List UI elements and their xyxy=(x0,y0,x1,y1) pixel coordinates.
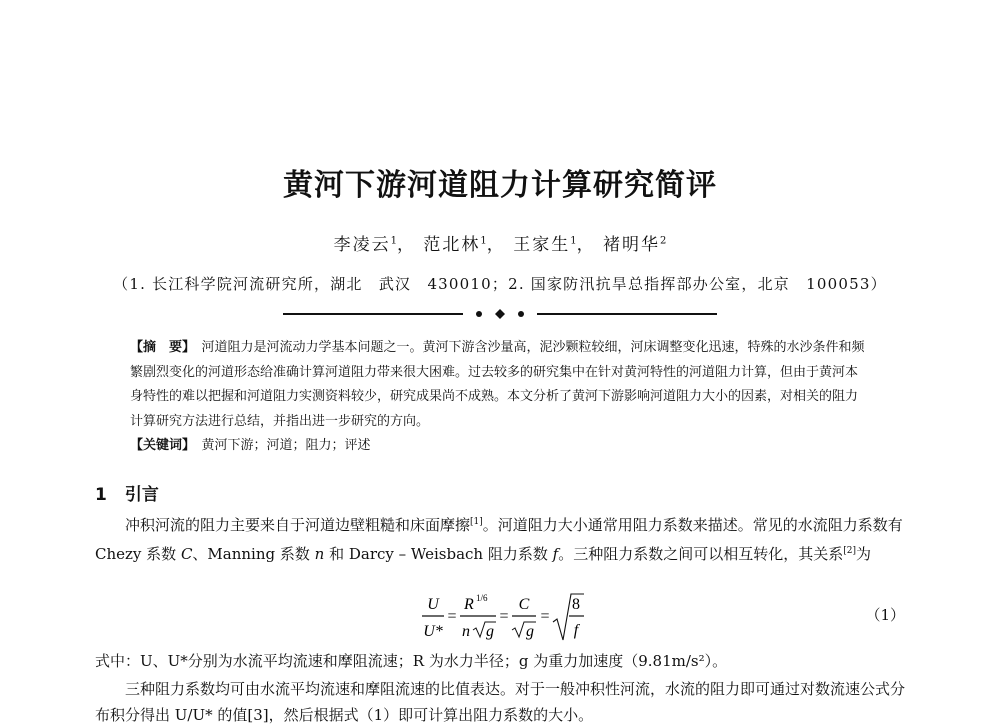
paper-title: 黄河下游河道阻力计算研究简评 xyxy=(283,168,717,203)
author-1: 李凌云$^1$， xyxy=(333,235,417,255)
author-list xyxy=(0,230,1000,255)
eq-Ustar-denominator: U* xyxy=(423,623,443,640)
equation-number: （1） xyxy=(865,606,905,624)
citation-1[interactable]: [1] xyxy=(470,517,483,527)
second-paragraph: 三种阻力系数均可由水流平均流速和摩阻流速的比值表达。对于一般冲积性河流，水流的阻力即可通过对数流速公式分布积分得出 U/U* 的值[3]，然后根据式（1）即可计算出阻力系数的大小。 xyxy=(95,680,906,724)
eq-exponent: 1/6 xyxy=(476,593,488,603)
section-title: 引言 xyxy=(124,485,159,505)
eq-U-numerator: U xyxy=(427,596,439,613)
author-2: 范北林$^1$， xyxy=(423,235,506,255)
eq-equals-1: = xyxy=(447,608,457,625)
eq-R: R xyxy=(464,596,474,613)
eq-equals-3: = xyxy=(540,608,550,625)
equation-explanation: 式中：U、U*分别为水流平均流速和摩阻流速；R 为水力半径；g 为重力加速度（9.81m/s²）。 xyxy=(95,652,728,670)
eq-eight: 8 xyxy=(572,596,580,613)
intro-paragraph: 冲积河流的阻力主要来自于河道边壁粗糙和床面摩擦[1]。河道阻力大小通常用阻力系数来描述。常见的水流阻力系数有 Chezy 系数 C、Manning 系数 n 和 Darcy – Weisbach 阻力系数 f。三种阻力系数之间可以相互转化，其关系[2]为 xyxy=(95,516,903,563)
abstract-text: 河道阻力是河流动力学基本问题之一。黄河下游含沙量高，泥沙颗粒较细，河床调整变化迅速，特殊的水沙条件和频繁剧烈变化的河道形态给准确计算河道阻力带来很大困难。过去较多的研究集中在针对黄河特性的河道阻力计算，但由于黄河本身特性的难以把握和河道阻力实测资料较少，研究成果尚不成熟。本文分析了黄河下游影响河道阻力大小的因素，对相关的阻力计算研究方法进行总结，并指出进一步研究的方向。 xyxy=(130,340,865,429)
keywords-label: 【关键词】 xyxy=(130,438,189,453)
eq-n: n xyxy=(462,623,470,640)
citation-2[interactable]: [2] xyxy=(843,546,856,556)
abstract-block xyxy=(130,336,870,459)
abstract-label: 【摘 要】 xyxy=(130,340,189,355)
eq-equals-2: = xyxy=(499,608,509,625)
section-number: 1 xyxy=(95,485,107,505)
keywords-line xyxy=(130,434,870,459)
eq-f: f xyxy=(573,622,579,639)
eq-g-1: g xyxy=(486,623,494,640)
author-4: 褚明华$^2$ xyxy=(602,235,667,255)
affiliations: （1. 长江科学院河流研究所，湖北 武汉 430010；2. 国家防汛抗旱总指挥部办公室，北京 100053） xyxy=(113,275,887,293)
keywords-text: 黄河下游；河道；阻力；评述 xyxy=(201,438,371,453)
equation-1 xyxy=(0,590,1000,645)
ornamental-divider xyxy=(283,308,717,320)
author-3: 王家生$^1$， xyxy=(513,235,596,255)
eq-g-2: g xyxy=(526,623,534,640)
eq-C: C xyxy=(518,596,530,613)
section-heading xyxy=(95,480,159,505)
abstract-paragraph xyxy=(130,336,870,434)
